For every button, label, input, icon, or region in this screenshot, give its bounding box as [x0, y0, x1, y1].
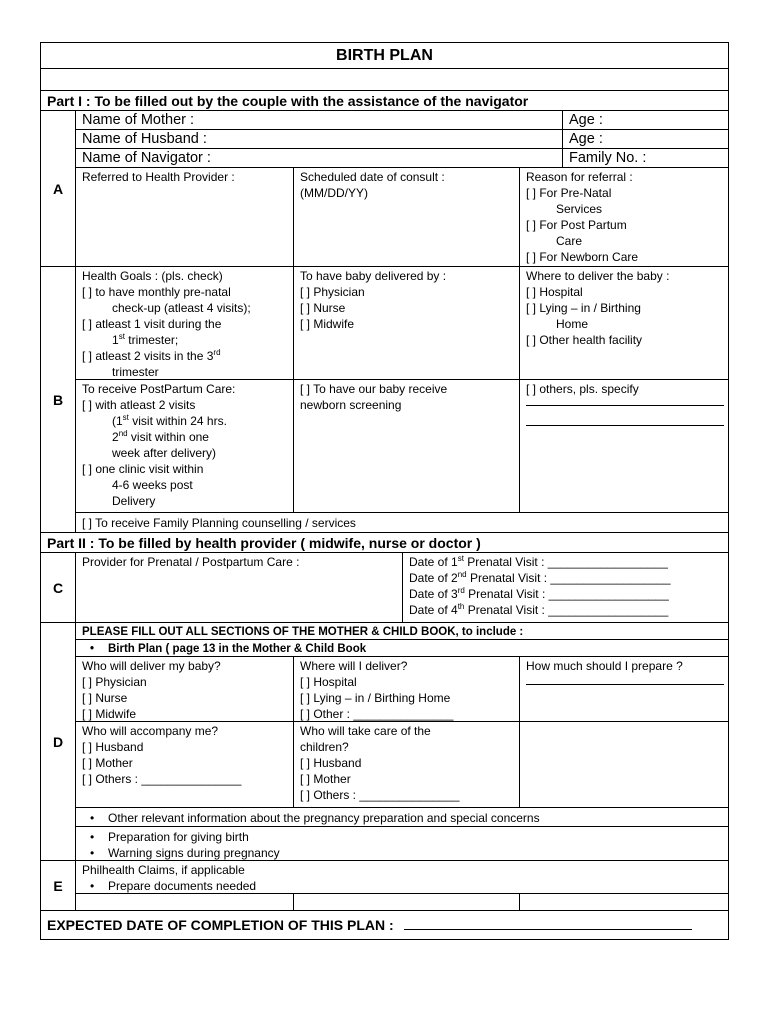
postpartum-care — [76, 380, 294, 513]
prenatal-visit-1[interactable]: Date of 1st Prenatal Visit : __________________ — [409, 554, 668, 569]
postpartum-title: To receive PostPartum Care: — [82, 382, 236, 396]
newborn-screening — [294, 380, 520, 513]
care-mother-checkbox[interactable]: [ ] Mother — [300, 772, 351, 786]
section-b-label: B — [41, 267, 76, 533]
fill-out-all-note: PLEASE FILL OUT ALL SECTIONS OF THE MOTHER & CHILD BOOK, to include : — [76, 623, 728, 640]
empty-cell-e1 — [76, 894, 294, 911]
delivered-physician-checkbox[interactable]: [ ] Physician — [300, 285, 365, 299]
newborn-screening-cont: newborn screening — [300, 398, 402, 412]
where-lying-in-cont: Home — [556, 317, 589, 331]
where2-other-checkbox[interactable]: [ ] Other : _______________ — [300, 707, 454, 721]
deliver-where — [520, 267, 728, 380]
mother-age-field[interactable]: Age : — [563, 111, 728, 130]
where-lying-in-checkbox[interactable]: [ ] Lying – in / Birthing — [526, 301, 641, 315]
where2-hospital-checkbox[interactable]: [ ] Hospital — [300, 675, 357, 689]
accompany-others-checkbox[interactable]: [ ] Others : _______________ — [82, 772, 242, 786]
empty-cell-e2 — [294, 894, 520, 911]
delivered-midwife-checkbox[interactable]: [ ] Midwife — [300, 317, 355, 331]
reason-newborn-checkbox[interactable]: [ ] For Newborn Care — [526, 250, 639, 264]
others-specify — [520, 380, 728, 513]
husband-name-field[interactable]: Name of Husband : — [76, 130, 563, 149]
prepare-docs-text: • Prepare documents needed — [82, 878, 722, 894]
warning-signs-text: • Warning signs during pregnancy — [82, 845, 722, 861]
reason-title: Reason for referral : — [526, 170, 633, 184]
others-specify-line-2[interactable] — [526, 425, 724, 426]
where-deliver-title: Where will I deliver? — [300, 659, 408, 673]
postpartum-two-visits-checkbox[interactable]: [ ] with atleast 2 visits — [82, 398, 196, 412]
reason-postpartum-checkbox[interactable]: [ ] For Post Partum — [526, 218, 627, 232]
who-nurse-checkbox[interactable]: [ ] Nurse — [82, 691, 128, 705]
postpartum-first-visit: (1st visit within 24 hrs. — [112, 413, 227, 428]
part2-header: Part II : To be filled by health provider ( midwife, nurse or doctor ) — [41, 533, 728, 553]
accompany-mother-checkbox[interactable]: [ ] Mother — [82, 756, 133, 770]
postpartum-clinic-cont: 4-6 weeks post — [112, 478, 193, 492]
section-d-label: D — [41, 623, 76, 861]
other-relevant-info — [76, 808, 728, 827]
postpartum-second-visit-cont: week after delivery) — [112, 446, 217, 460]
scheduled-format: (MM/DD/YY) — [300, 186, 368, 200]
postpartum-clinic-cont2: Delivery — [112, 494, 156, 508]
empty-cell-e3 — [520, 894, 728, 911]
part1-header: Part I : To be filled out by the couple with the assistance of the navigator — [41, 91, 728, 111]
preparation-warning — [76, 827, 728, 861]
goal-first-trimester-cont: 1st trimester; — [112, 332, 179, 347]
care-children-title-cont: children? — [300, 740, 349, 754]
goal-monthly-cont: check-up (atleast 4 visits); — [112, 301, 251, 315]
care-children — [294, 722, 520, 808]
empty-cell-d — [520, 722, 728, 808]
care-husband-checkbox[interactable]: [ ] Husband — [300, 756, 362, 770]
where2-lying-in-checkbox[interactable]: [ ] Lying – in / Birthing Home — [300, 691, 451, 705]
goal-third-trimester-checkbox[interactable]: [ ] atleast 2 visits in the 3rd — [82, 348, 221, 363]
husband-age-field[interactable]: Age : — [563, 130, 728, 149]
newborn-screening-checkbox[interactable]: [ ] To have our baby receive — [300, 382, 448, 396]
others-specify-line-1[interactable] — [526, 405, 724, 406]
navigator-name-field[interactable]: Name of Navigator : — [76, 149, 563, 168]
mother-name-field[interactable]: Name of Mother : — [76, 111, 563, 130]
delivered-by-title: To have baby delivered by : — [300, 269, 447, 283]
where-hospital-checkbox[interactable]: [ ] Hospital — [526, 285, 583, 299]
delivered-nurse-checkbox[interactable]: [ ] Nurse — [300, 301, 346, 315]
birth-plan-page-note — [76, 640, 728, 657]
who-deliver-title: Who will deliver my baby? — [82, 659, 221, 673]
how-much-label: How much should I prepare ? — [526, 659, 683, 673]
prenatal-visit-4[interactable]: Date of 4th Prenatal Visit : __________________ — [409, 602, 669, 617]
postpartum-clinic-visit-checkbox[interactable]: [ ] one clinic visit within — [82, 462, 204, 476]
form-title: BIRTH PLAN — [41, 43, 728, 69]
health-goals-title: Health Goals : (pls. check) — [82, 269, 223, 283]
expected-completion-line[interactable] — [404, 918, 692, 930]
reason-referral — [520, 168, 728, 267]
postpartum-second-visit: 2nd visit within one — [112, 429, 209, 444]
how-much-prepare — [520, 657, 728, 722]
where-other-facility-checkbox[interactable]: [ ] Other health facility — [526, 333, 643, 347]
family-planning-checkbox[interactable]: [ ] To receive Family Planning counselling / services — [76, 513, 728, 533]
family-no-field[interactable]: Family No. : — [563, 149, 728, 168]
prep-birth-text: • Preparation for giving birth — [82, 829, 722, 845]
prenatal-visit-dates — [403, 553, 728, 623]
section-a-label: A — [41, 111, 76, 267]
scheduled-consult[interactable] — [294, 168, 520, 267]
delivered-by — [294, 267, 520, 380]
health-goals — [76, 267, 294, 380]
care-others-checkbox[interactable]: [ ] Others : _______________ — [300, 788, 460, 802]
section-c-label: C — [41, 553, 76, 623]
expected-completion-label: EXPECTED DATE OF COMPLETION OF THIS PLAN : — [47, 917, 394, 933]
provider-care[interactable] — [76, 553, 403, 623]
who-physician-checkbox[interactable]: [ ] Physician — [82, 675, 147, 689]
prenatal-visit-3[interactable]: Date of 3rd Prenatal Visit : __________________ — [409, 586, 669, 601]
referred-label: Referred to Health Provider : — [82, 170, 235, 184]
prenatal-visit-2[interactable]: Date of 2nd Prenatal Visit : __________________ — [409, 570, 671, 585]
reason-prenatal-cont: Services — [556, 202, 603, 216]
provider-label: Provider for Prenatal / Postpartum Care : — [82, 555, 300, 569]
birth-plan-form — [40, 42, 729, 940]
birth-plan-page-text: • Birth Plan ( page 13 in the Mother & Child Book — [82, 641, 722, 657]
philhealth-claims — [76, 861, 728, 894]
who-deliver — [76, 657, 294, 722]
goal-first-trimester-checkbox[interactable]: [ ] atleast 1 visit during the — [82, 317, 222, 331]
expected-completion — [41, 911, 728, 939]
philhealth-text: Philhealth Claims, if applicable — [82, 863, 245, 877]
who-midwife-checkbox[interactable]: [ ] Midwife — [82, 707, 137, 721]
accompany-title: Who will accompany me? — [82, 724, 219, 738]
reason-postpartum-cont: Care — [556, 234, 583, 248]
blank-row — [41, 69, 728, 91]
goal-third-trimester-cont: trimester — [112, 365, 159, 379]
where-deliver — [294, 657, 520, 722]
others-specify-checkbox[interactable]: [ ] others, pls. specify — [526, 382, 639, 396]
section-e-label: E — [41, 861, 76, 911]
deliver-where-title: Where to deliver the baby : — [526, 269, 670, 283]
how-much-line[interactable] — [526, 684, 724, 685]
care-children-title: Who will take care of the — [300, 724, 431, 738]
other-relevant-text: • Other relevant information about the pregnancy preparation and special concerns — [82, 810, 722, 826]
who-accompany — [76, 722, 294, 808]
goal-monthly-checkbox[interactable]: [ ] to have monthly pre-natal — [82, 285, 231, 299]
reason-prenatal-checkbox[interactable]: [ ] For Pre-Natal — [526, 186, 612, 200]
scheduled-label: Scheduled date of consult : — [300, 170, 445, 184]
accompany-husband-checkbox[interactable]: [ ] Husband — [82, 740, 144, 754]
referred-health-provider[interactable] — [76, 168, 294, 267]
